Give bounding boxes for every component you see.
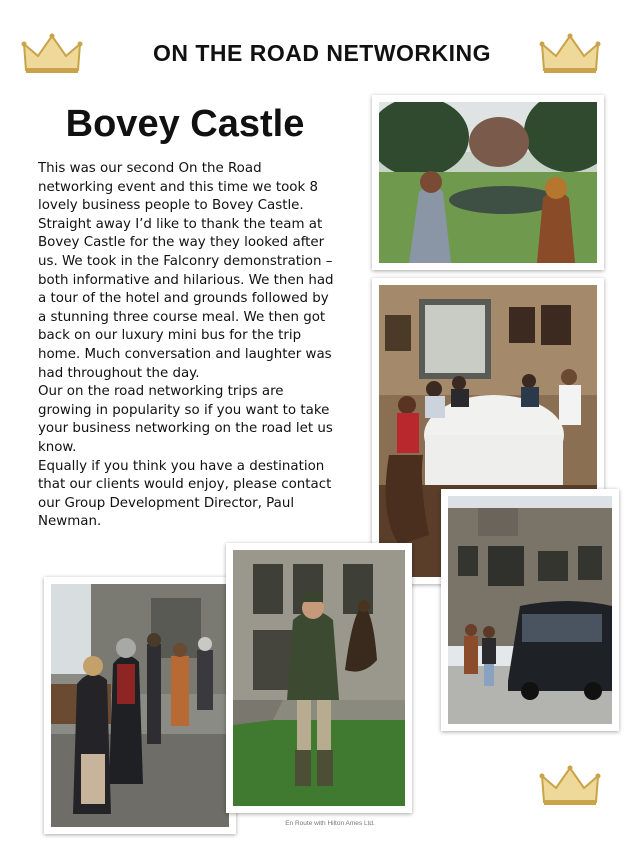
crown-icon-bottom-right (538, 764, 602, 808)
article-paragraph: Equally if you think you have a destination that our clients would enjoy, please contact our Group Development Director, Paul Newman. (38, 458, 332, 530)
photo-castle-garden (372, 95, 604, 270)
article-title: Bovey Castle (65, 103, 305, 145)
photo-castle-minibus (441, 489, 619, 731)
article-paragraph: This was our second On the Road networking event and this time we took 8 lovely business people to Bovey Castle. Straight away I’d like to thank the team at Bovey Castle for the way they looked after us. We took in the Falconry demonstration – both informative and hilarious. We then had a tour of the hotel and grounds followed by a stunning three course meal. We then got back on our luxury mini bus for the trip home. Much conversation and laughter was had throughout the day. (38, 161, 334, 381)
photo-group-outside (44, 577, 236, 834)
page-header: ON THE ROAD NETWORKING (152, 40, 492, 66)
photo-falconry (226, 543, 412, 813)
article-paragraph: Our on the road networking trips are growing in popularity so if you want to take your business networking on the road let us know. (38, 384, 333, 455)
crown-icon-top-left (20, 32, 84, 76)
article-body (38, 160, 336, 532)
footer-text: En Route with Hilton Ames Ltd. (285, 820, 375, 827)
